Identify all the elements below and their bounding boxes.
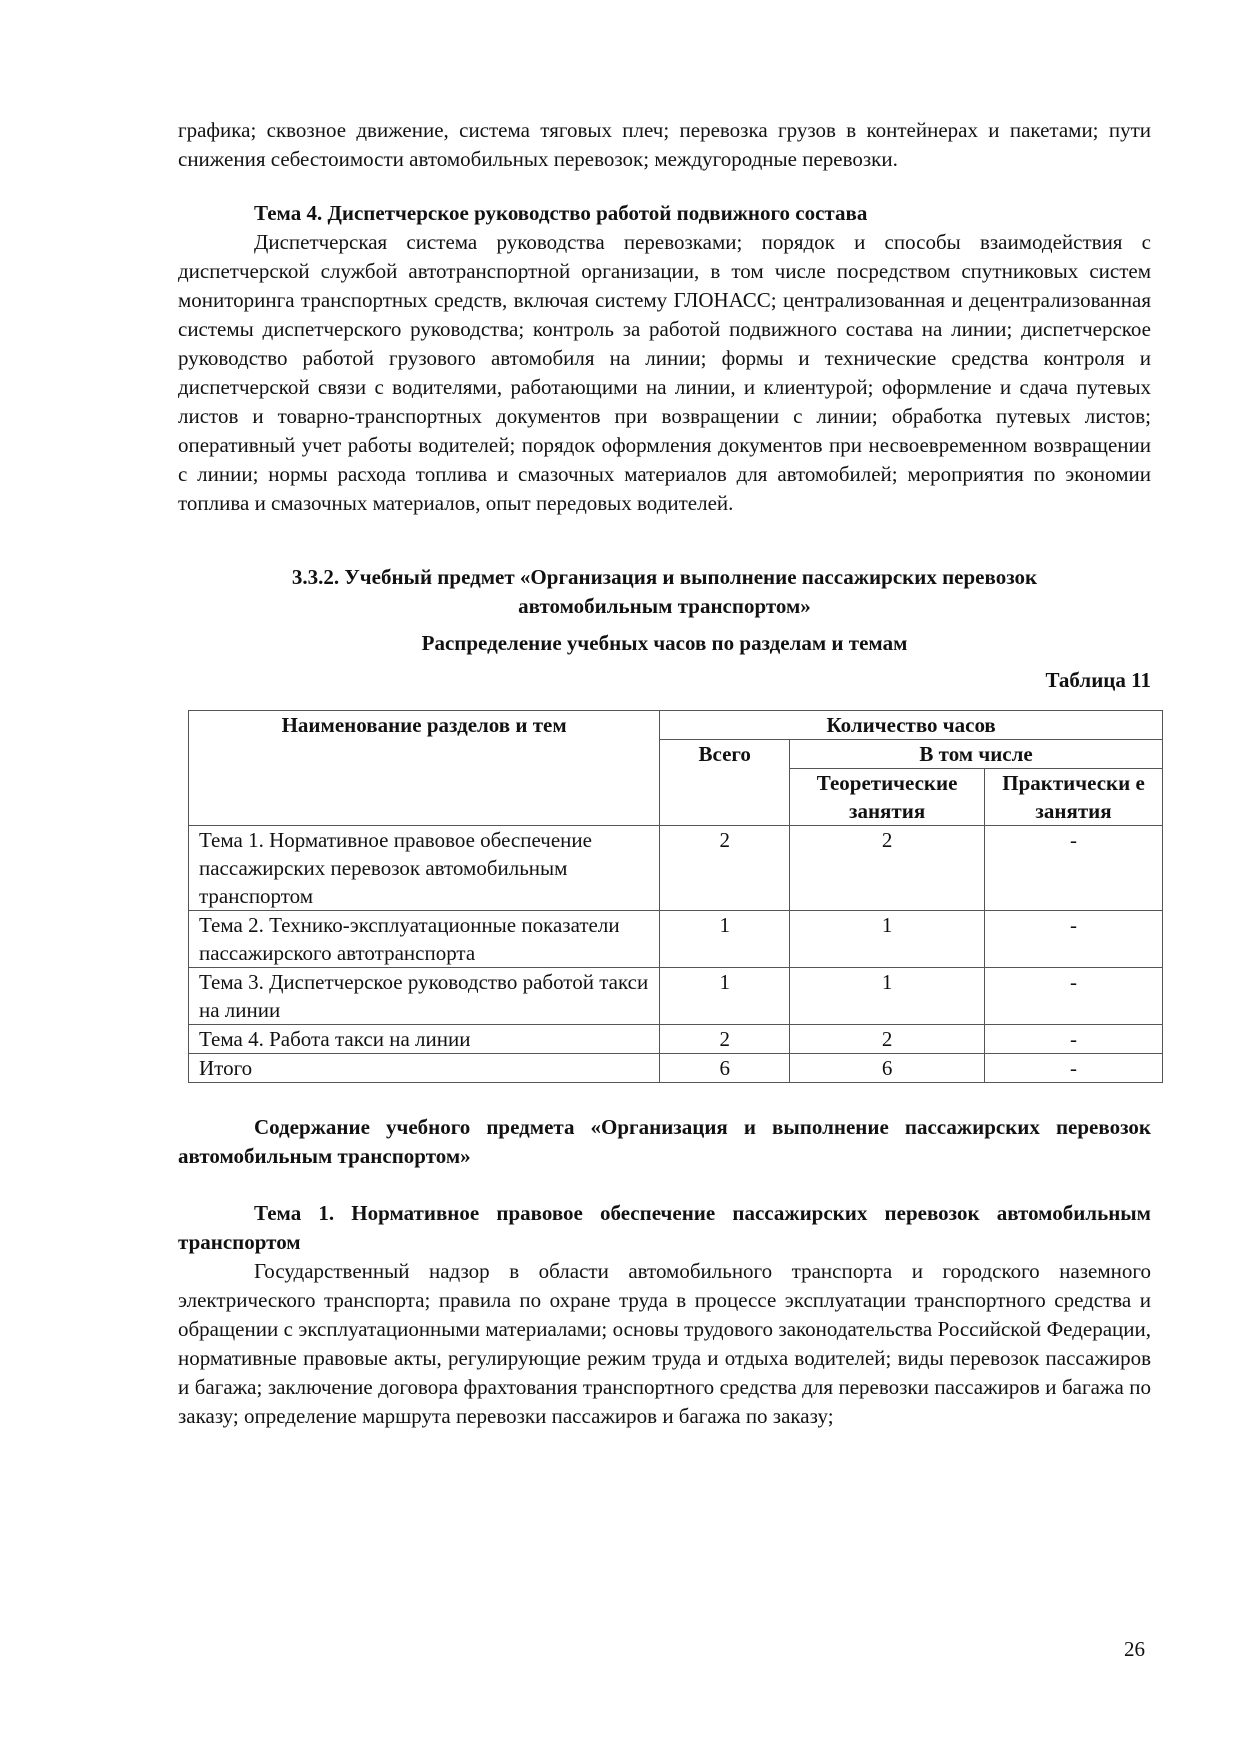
row-total: 1 <box>660 911 790 968</box>
header-including: В том числе <box>790 740 1163 769</box>
row-name: Тема 1. Нормативное правовое обеспечение пассажирских перевозок автомобильным транспортом <box>189 826 660 911</box>
header-hours: Количество часов <box>660 711 1163 740</box>
header-total: Всего <box>660 740 790 826</box>
row-theory: 1 <box>790 968 985 1025</box>
row-practice: - <box>985 1025 1163 1054</box>
continued-paragraph: графика; сквозное движение, система тяговых плеч; перевозка грузов в контейнерах и пакетами; пути снижения себестоимости автомобильных перевозок; междугородные перевозки. <box>178 118 1151 171</box>
row-total: 2 <box>660 826 790 911</box>
hours-table <box>188 710 1163 1083</box>
table-row <box>189 911 1163 968</box>
row-theory: 2 <box>790 1025 985 1054</box>
table-row <box>189 968 1163 1025</box>
content-heading: Содержание учебного предмета «Организация и выполнение пассажирских перевозок автомобильным транспортом» <box>178 1115 1151 1168</box>
row-total: 2 <box>660 1025 790 1054</box>
row-theory: 6 <box>790 1054 985 1083</box>
row-practice: - <box>985 826 1163 911</box>
section-title-line1: 3.3.2. Учебный предмет «Организация и выполнение пассажирских перевозок <box>291 565 1038 589</box>
header-theory: Теоретические занятия <box>790 769 985 826</box>
header-practice: Практически е занятия <box>985 769 1163 826</box>
row-theory: 1 <box>790 911 985 968</box>
topic4-heading: Тема 4. Диспетчерское руководство работой подвижного состава <box>254 201 868 225</box>
page-number: 26 <box>1124 1637 1145 1661</box>
table-row <box>189 1025 1163 1054</box>
table-subtitle: Распределение учебных часов по разделам и темам <box>421 631 908 655</box>
section-title-line2: автомобильным транспортом» <box>518 594 811 618</box>
row-name: Тема 3. Диспетчерское руководство работой такси на линии <box>189 968 660 1025</box>
row-practice: - <box>985 911 1163 968</box>
row-name: Тема 4. Работа такси на линии <box>189 1025 660 1054</box>
row-practice: - <box>985 1054 1163 1083</box>
row-total: 1 <box>660 968 790 1025</box>
row-theory: 2 <box>790 826 985 911</box>
header-name: Наименование разделов и тем <box>189 711 660 826</box>
content-topic1-body: Государственный надзор в области автомобильного транспорта и городского наземного электрического транспорта; правила по охране труда в процессе эксплуатации транспортного средства и обращении с эксплуатационными материалами; основы трудового законодательства Российской Федерации, нормативные правовые акты, регулирующие режим труда и отдыха водителей; виды перевозок пассажиров и багажа; заключение договора фрахтования транспортного средства для перевозки пассажиров и багажа по заказу; определение маршрута перевозки пассажиров и багажа по заказу; <box>178 1259 1151 1428</box>
document-page <box>178 116 1151 1431</box>
topic4-body: Диспетчерская система руководства перевозками; порядок и способы взаимодействия с диспетчерской службой автотранспортной организации, в том числе посредством спутниковых систем мониторинга транспортных средств, включая систему ГЛОНАСС; централизованная и децентрализованная системы диспетчерского руководства; контроль за работой подвижного состава на линии; диспетчерское руководство работой грузового автомобиля на линии; формы и технические средства контроля и диспетчерской связи с водителями, работающими на линии, и клиентурой; оформление и сдача путевых листов и товарно-транспортных документов при возвращении с линии; обработка путевых листов; оперативный учет работы водителей; порядок оформления документов при несвоевременном возвращении с линии; нормы расхода топлива и смазочных материалов для автомобилей; мероприятия по экономии топлива и смазочных материалов, опыт передовых водителей. <box>178 230 1151 515</box>
row-total: 6 <box>660 1054 790 1083</box>
table-row <box>189 826 1163 911</box>
table-total-row <box>189 1054 1163 1083</box>
row-name: Тема 2. Технико-эксплуатационные показатели пассажирского автотранспорта <box>189 911 660 968</box>
content-topic1-heading: Тема 1. Нормативное правовое обеспечение пассажирских перевозок автомобильным транспортом <box>178 1201 1151 1254</box>
table-label: Таблица 11 <box>1045 668 1151 692</box>
row-practice: - <box>985 968 1163 1025</box>
table-header-row <box>189 711 1163 740</box>
row-name: Итого <box>189 1054 660 1083</box>
